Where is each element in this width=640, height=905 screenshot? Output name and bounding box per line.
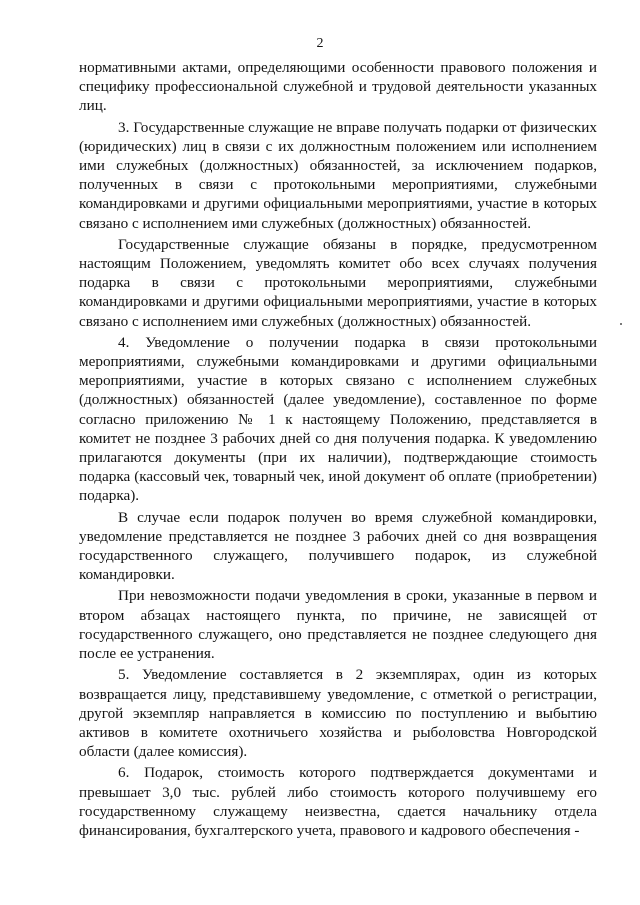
paragraph-impossibility: При невозможности подачи уведомления в сроки, указанные в первом и втором абзацах настоящего пункта, по причине, не зависящей от государственного служащего, оно представляется не позднее следующего дня после ее устранения. [79,587,597,663]
scan-speck [620,323,622,325]
paragraph-item-5: 5. Уведомление составляется в 2 экземплярах, один из которых возвращается лицу, представившему уведомление, с отметкой о регистрации, другой экземпляр направляется в комиссию по поступлению и выбытию активов в комитете охотничьего хозяйства и рыболовства Новгородской области (далее комиссия). [79,666,597,761]
paragraph-item-4: 4. Уведомление о получении подарка в связи протокольными мероприятиями, служебными командировками и другими официальными мероприятиями, участие в которых связано с исполнением служебных (должностных) обязанностей (далее уведомление), составленное по форме согласно приложению № 1 к настоящему Положению, представляется в комитет не позднее 3 рабочих дней со дня получения подарка. К уведомлению прилагаются документы (при их наличии), подтверждающие стоимость подарка (кассовый чек, товарный чек, иной документ об оплате (приобретении) подарка). [79,333,597,505]
paragraph-item-6: 6. Подарок, стоимость которого подтверждается документами и превышает 3,0 тыс. рублей либо стоимость которого получившему его государственному служащему неизвестна, сдается начальнику отдела финансирования, бухгалтерского учета, правового и кадрового обеспечения - [79,764,597,839]
paragraph-item-3: 3. Государственные служащие не вправе получать подарки от физических (юридических) лиц в связи с их должностным положением или исполнением ими служебных (должностных) обязанностей, за исключением подарков, полученных в связи с протокольными мероприятиями, служебными командировками и другими официальными мероприятиями, участие в которых связано с исполнением ими служебных (должностных) обязанностей. [79,118,597,232]
paragraph-obligation: Государственные служащие обязаны в порядке, предусмотренном настоящим Положением, уведомлять комитет обо всех случаях получения подарка в связи с протокольными мероприятиями, служебными командировками и другими официальными мероприятиями, участие в которых связано с исполнением ими служебных (должностных) обязанностей. [79,235,597,330]
document-body [79,58,597,840]
paragraph-continuation: нормативными актами, определяющими особенности правового положения и специфику профессиональной служебной и трудовой деятельности указанных лиц. [79,59,597,115]
paragraph-business-trip: В случае если подарок получен во время служебной командировки, уведомление представляется не позднее 3 рабочих дней со дня возвращения государственного служащего, получившего подарок, из служебной командировки. [79,508,597,584]
page-number: 2 [316,36,324,51]
